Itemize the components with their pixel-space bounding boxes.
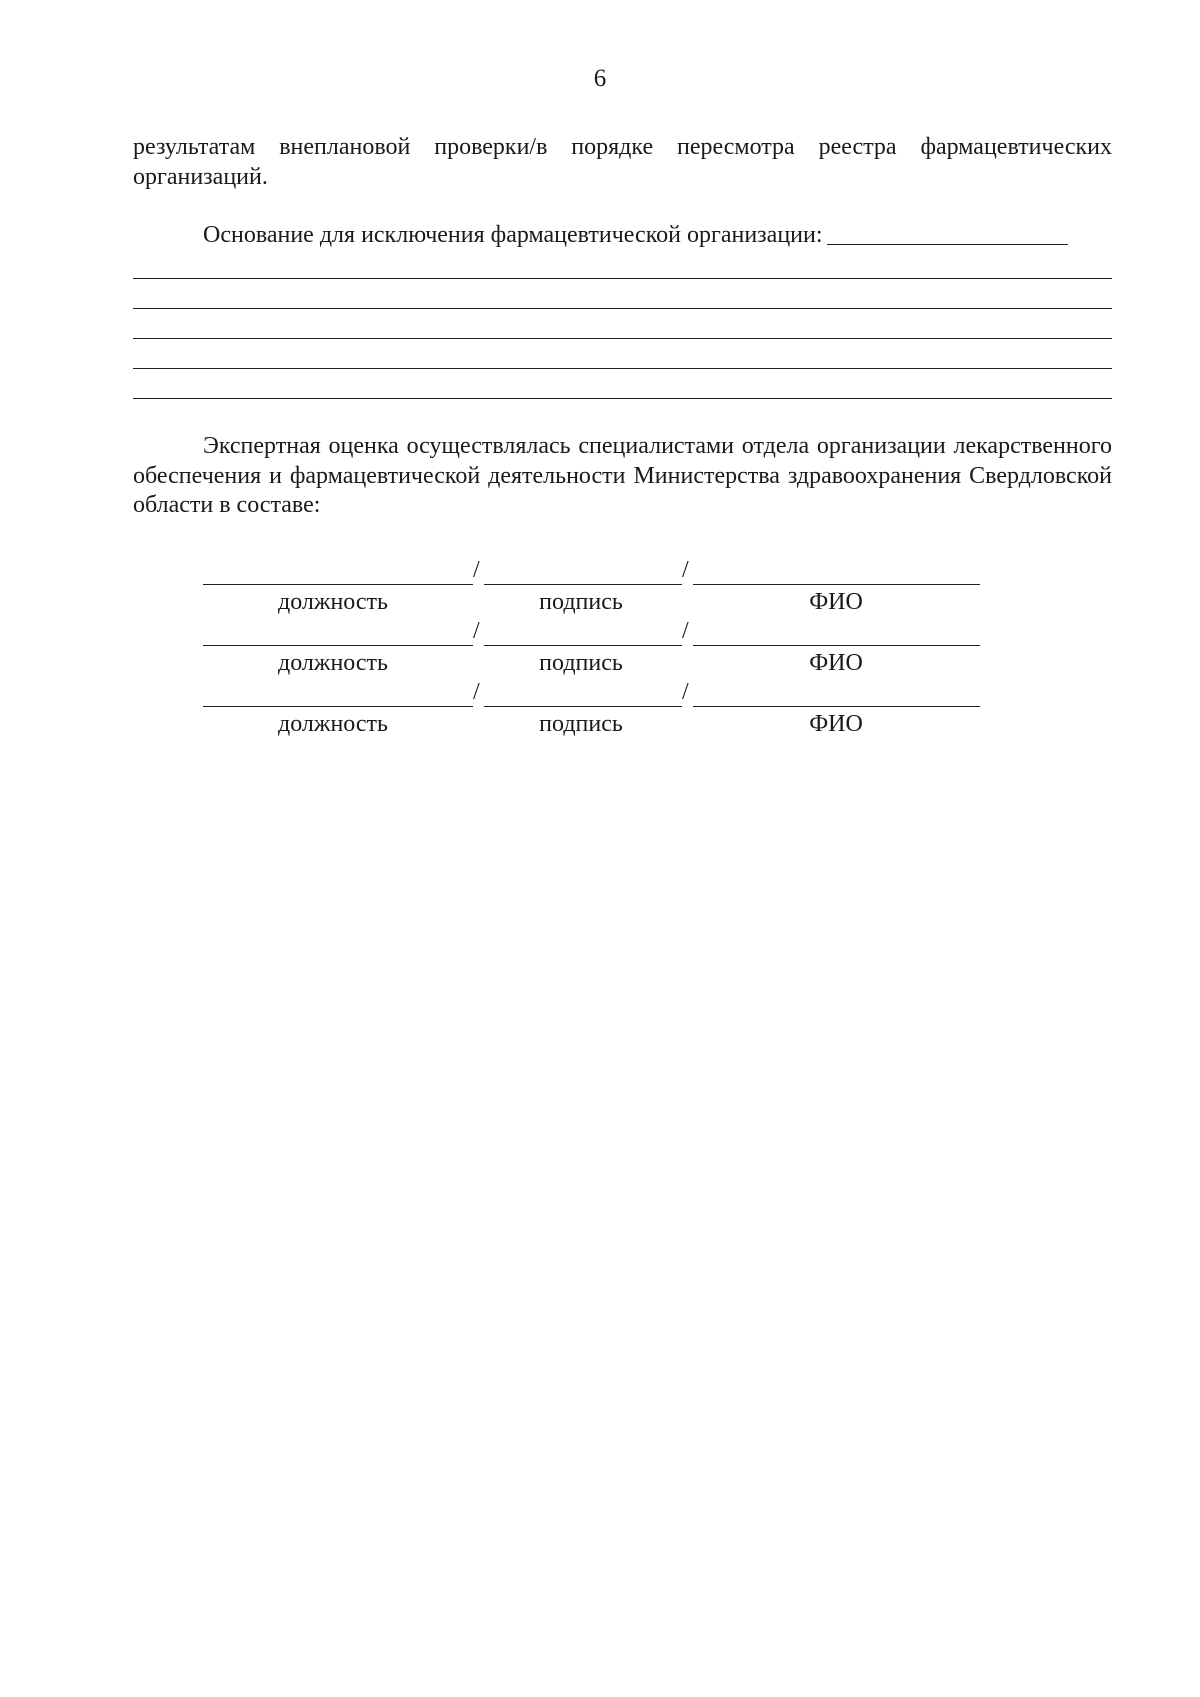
name-caption: ФИО bbox=[809, 589, 863, 615]
signature-caption: подпись bbox=[539, 650, 623, 676]
exclusion-basis-line bbox=[133, 221, 1182, 251]
exclusion-basis-fill-line bbox=[133, 278, 1112, 279]
position-blank bbox=[203, 618, 473, 646]
signature-blank bbox=[484, 679, 682, 707]
signature-row bbox=[203, 557, 980, 619]
expert-evaluation-text: Экспертная оценка осуществлялась специалистами отдела организации лекарственного обеспечения и фармацевтической деятельности Министерства здравоохранения Свердловской области в составе: bbox=[133, 433, 1112, 518]
signature-blank bbox=[484, 618, 682, 646]
exclusion-basis-fill-line bbox=[133, 308, 1112, 309]
position-blank bbox=[203, 679, 473, 707]
expert-evaluation-paragraph bbox=[133, 432, 1112, 521]
position-caption: должность bbox=[278, 589, 388, 615]
separator-slash: / bbox=[682, 618, 689, 644]
position-caption: должность bbox=[278, 711, 388, 737]
continuation-paragraph: результатам внеплановой проверки/в порядке пересмотра реестра фармацевтических организаций. bbox=[133, 134, 1112, 190]
separator-slash: / bbox=[473, 679, 480, 705]
exclusion-basis-fill-line bbox=[133, 398, 1112, 399]
signature-row bbox=[203, 679, 980, 741]
signature-caption: подпись bbox=[539, 589, 623, 615]
separator-slash: / bbox=[473, 618, 480, 644]
name-blank bbox=[693, 557, 980, 585]
exclusion-basis-label: Основание для исключения фармацевтической организации: bbox=[203, 222, 823, 248]
name-caption: ФИО bbox=[809, 650, 863, 676]
name-caption: ФИО bbox=[809, 711, 863, 737]
page-number: 6 bbox=[593, 65, 607, 92]
name-blank bbox=[693, 618, 980, 646]
separator-slash: / bbox=[682, 679, 689, 705]
signature-row bbox=[203, 618, 980, 680]
exclusion-basis-fill-line bbox=[133, 368, 1112, 369]
separator-slash: / bbox=[473, 557, 480, 583]
signature-caption: подпись bbox=[539, 711, 623, 737]
position-caption: должность bbox=[278, 650, 388, 676]
signature-blank bbox=[484, 557, 682, 585]
separator-slash: / bbox=[682, 557, 689, 583]
exclusion-basis-fill-line bbox=[133, 338, 1112, 339]
name-blank bbox=[693, 679, 980, 707]
exclusion-basis-blank bbox=[827, 244, 1068, 245]
position-blank bbox=[203, 557, 473, 585]
